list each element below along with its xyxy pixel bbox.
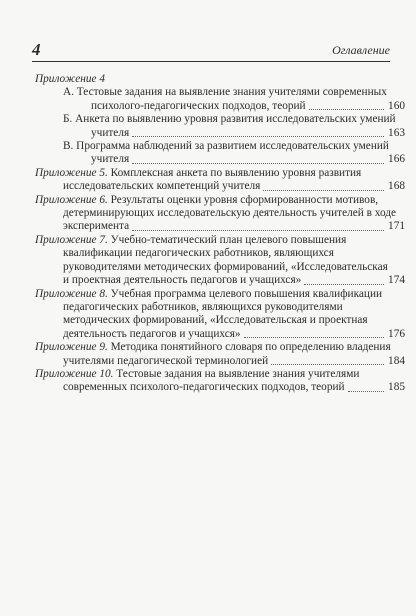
toc-entry-appendix-9[interactable]: Приложение 9. Методика понятийного словаря по определению владения учителями педагогической терминологией 184 [35, 341, 405, 367]
page-ref: 163 [388, 126, 405, 139]
page-ref: 166 [388, 153, 405, 166]
toc-entry-appendix-6[interactable]: Приложение 6. Результаты оценки уровня сформированности мотивов, детерминирующих исследовательскую деятельность учителей в ходе эксперимента 171 [35, 193, 405, 233]
leader-dots [304, 284, 384, 285]
leader-dots [309, 109, 384, 110]
toc-entry-appendix-4v[interactable]: В. Программа наблюдений за развитием исследовательских умений учителя 166 [63, 140, 405, 166]
table-of-contents [35, 73, 405, 395]
page-ref: 184 [388, 354, 405, 367]
leader-dots [132, 230, 384, 231]
toc-entry-appendix-8[interactable]: Приложение 8. Учебная программа целевого повышения квалификации педагогических работников, являющихся руководителями методических формирований, «Исследовательская и проектная деятельность педагогов и учащихся» 176 [35, 287, 405, 340]
toc-heading-appendix-4: Приложение 4 [35, 73, 105, 85]
toc-entry-appendix-5[interactable]: Приложение 5. Комплексная анкета по выявлению уровня развития исследовательских компетенций учителя 168 [35, 166, 405, 193]
header-rule [32, 61, 390, 62]
leader-dots [271, 364, 384, 365]
running-title: Оглавление [332, 43, 390, 57]
page-number: 4 [32, 40, 41, 59]
leader-dots [132, 163, 384, 164]
leader-dots [348, 391, 384, 392]
page-ref: 176 [388, 327, 405, 340]
page-ref: 174 [388, 274, 405, 287]
leader-dots [132, 136, 384, 137]
toc-entry-appendix-4a[interactable]: А. Тестовые задания на выявление знания учителями современных психолого-педагогических подходов, теорий 160 [63, 86, 405, 112]
toc-entry-appendix-10[interactable]: Приложение 10. Тестовые задания на выявление знания учителями современных психолого-педагогических подходов, теорий 185 [35, 367, 405, 394]
page-ref: 185 [388, 381, 405, 394]
page-ref: 168 [388, 180, 405, 193]
leader-dots [244, 337, 384, 338]
leader-dots [263, 190, 384, 191]
page-ref: 160 [388, 99, 405, 112]
page-ref: 171 [388, 220, 405, 233]
page-header [32, 40, 390, 62]
toc-entry-appendix-4b[interactable]: Б. Анкета по выявлению уровня развития исследовательских умений учителя 163 [63, 113, 405, 139]
toc-entry-appendix-7[interactable]: Приложение 7. Учебно-тематический план целевого повышения квалификации педагогических работников, являющихся руководителями методических формирований, «Исследовательская и проектная деятельность педагогов и учащихся» 174 [35, 233, 405, 287]
